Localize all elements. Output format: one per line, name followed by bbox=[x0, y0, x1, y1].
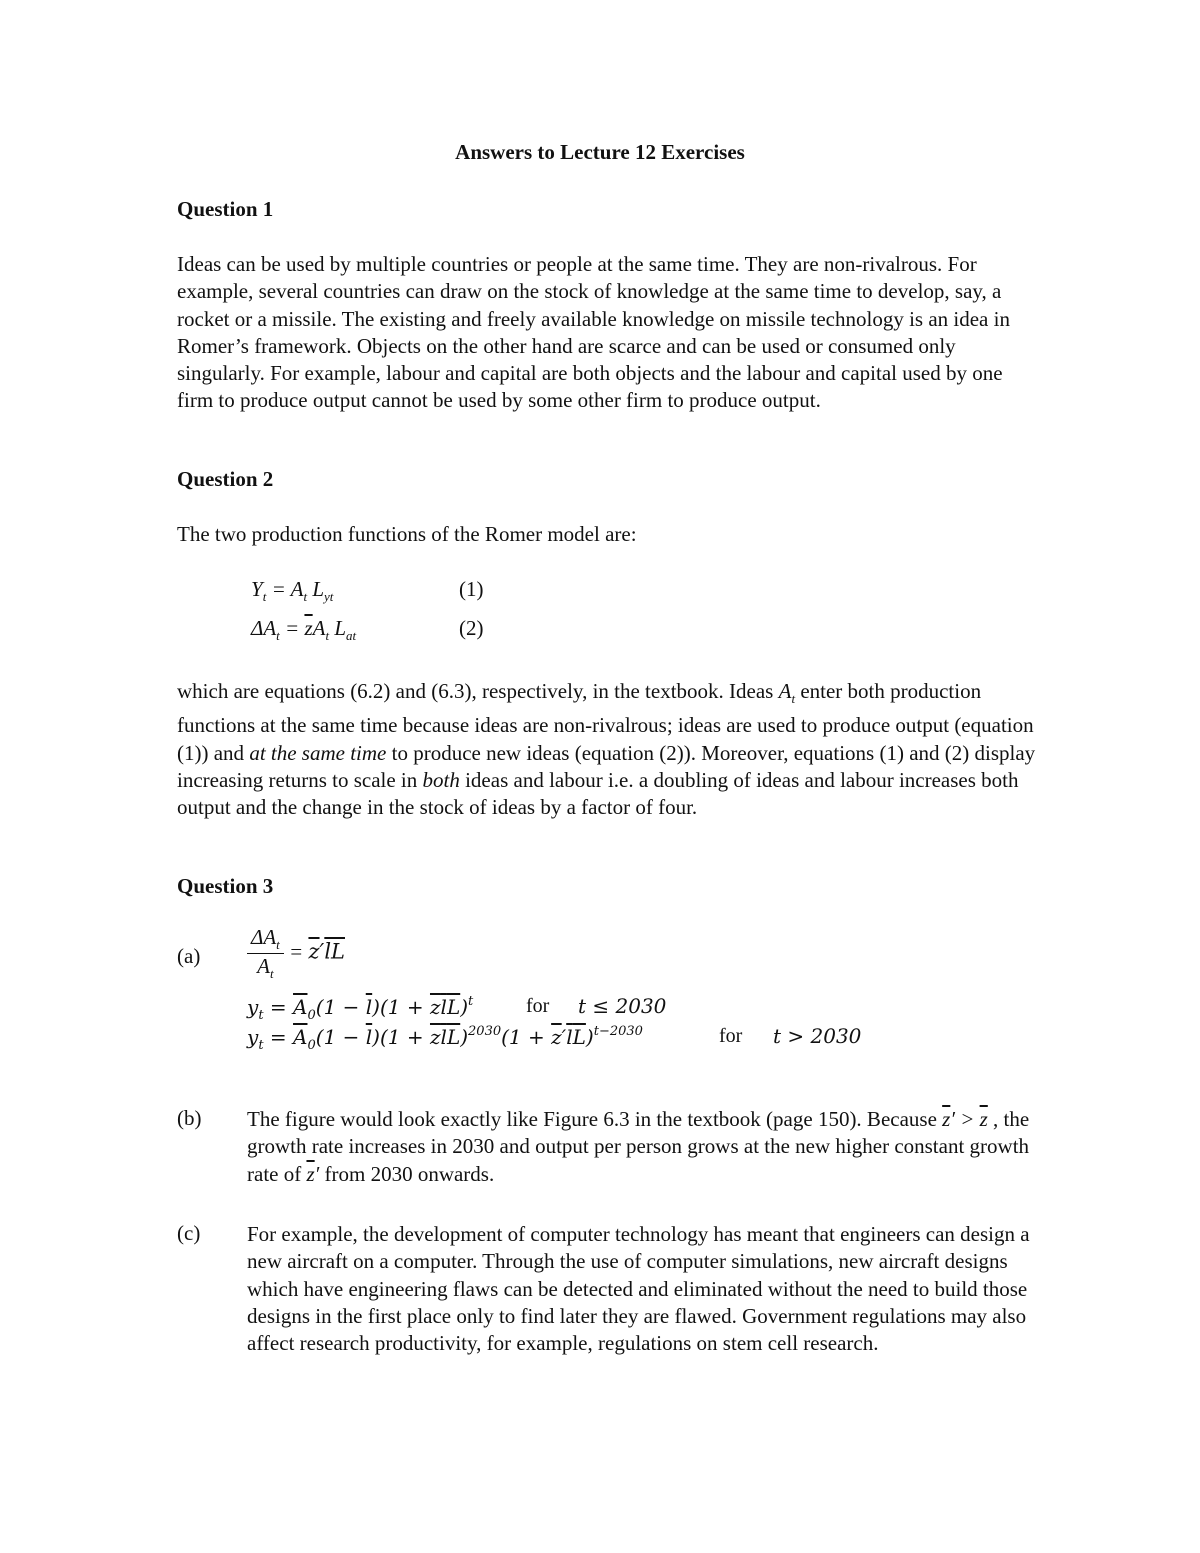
output-equation-1: $y_t = \overline{A}_0(1 - \overline{l})(1 + \overline{z}\overline{l}\overline{L})^t$ bbox=[247, 994, 474, 1023]
q2-emphasis-same-time: at the same time bbox=[249, 740, 387, 765]
question-3-heading: Question 3 bbox=[177, 874, 274, 898]
question-2-heading: Question 2 bbox=[177, 467, 274, 491]
q2-text-b: enter both production functions at the same time because ideas are non-rivalrous; ideas are used to produce output (equation (1)) and bbox=[177, 679, 1034, 765]
b-text-3: from 2030 onwards. bbox=[324, 1161, 495, 1186]
question-1-text: Ideas can be used by multiple countries or people at the same time. They are non-rivalrous. For example, several countries can draw on the stock of knowledge at the same time to develop, say, a rocket or a missile. The existing and freely available knowledge on missile technology is an idea in Romer’s framework. Objects on the other hand are scarce and can be used or consumed only singularly. For example, labour and capital are both objects and the labour and capital used by one firm to produce output cannot be used by some other firm to produce output. bbox=[177, 252, 1010, 413]
part-c-answer: For example, the development of computer technology has meant that engineers can design a new aircraft on a computer. Through the use of computer simulations, new aircraft designs which have engineering flaws can be detected and eliminated without the need to build those designs in the first place only to find later they are flawed. Government regulations may also affect research productivity, for example, regulations on stem cell research. bbox=[247, 1222, 1030, 1356]
for-label-1: for bbox=[526, 995, 550, 1017]
question-2-answer: which are equations (6.2) and (6.3), respectively, in the textbook. Ideas $A_t$ enter both production functions at the same time because ideas are non-rivalrous; ideas are used to produce output (equation (1)) and at the same time to produce new ideas (equation (2)). Moreover, equations (1) and (2) display increasing returns to scale in both ideas and labour i.e. a doubling of ideas and labour increases both output and the change in the stock of ideas by a factor of four. bbox=[177, 679, 1036, 820]
part-b-answer: The figure would look exactly like Figure 6.3 in the textbook (page 150). Because $\overline{z}' > \overline{z}$ , the growth rate increases in 2030 and output per person grows at the new higher constant growth rate of $\overline{z}'$ from 2030 onwards. bbox=[247, 1107, 1030, 1186]
equation-2-number: (2) bbox=[459, 616, 484, 640]
q2-text-d: to produce new ideas (equation (2)). Moreover, equations (1) and (2) display increasing returns to scale in bbox=[177, 740, 1036, 792]
q2-emphasis-both: both bbox=[422, 767, 460, 792]
q2-text-a: which are equations (6.2) and (6.3), respectively, in the textbook. Ideas bbox=[177, 679, 774, 703]
output-equation-2: $y_t = \overline{A}_0(1 - \overline{l})(1 + \overline{z}\overline{l}\overline{L})^{2030}(1 + \overline{z}'\overline{l}\overline{L})^{t-2030}$ bbox=[247, 1024, 643, 1053]
condition-2: t > 2030 bbox=[773, 1024, 862, 1048]
page-title: Answers to Lecture 12 Exercises bbox=[455, 140, 745, 164]
b-text-2: , the growth rate increases in 2030 and output per person grows at the new higher constant growth rate of bbox=[247, 1107, 1030, 1186]
equation-1: $Y_t = A_t$ $L_{yt}$ bbox=[251, 577, 334, 604]
part-b-label: (b) bbox=[177, 1106, 202, 1130]
question-1-answer bbox=[177, 251, 1037, 415]
question-2-intro: The two production functions of the Romer model are: bbox=[177, 522, 637, 546]
for-label-2: for bbox=[719, 1025, 743, 1047]
part-a-label: (a) bbox=[177, 944, 201, 968]
question-1-heading: Question 1 bbox=[177, 197, 274, 221]
equation-1-number: (1) bbox=[459, 577, 484, 601]
part-c-label: (c) bbox=[177, 1221, 201, 1245]
equation-2: $\Delta A_t = \overline{z}A_t$ $L_{at}$ bbox=[251, 616, 357, 643]
b-text-1: The figure would look exactly like Figure 6.3 in the textbook (page 150). Because bbox=[247, 1107, 937, 1131]
condition-1: t ≤ 2030 bbox=[578, 994, 667, 1018]
q2-text-f: ideas and labour i.e. a doubling of ideas and labour increases both output and the change in the stock of ideas by a factor of four. bbox=[177, 767, 1019, 820]
growth-rate-equation: $\frac{\Delta A_t}{A_t}$ = $\overline{z}'\overline{lL}$ bbox=[247, 925, 345, 982]
